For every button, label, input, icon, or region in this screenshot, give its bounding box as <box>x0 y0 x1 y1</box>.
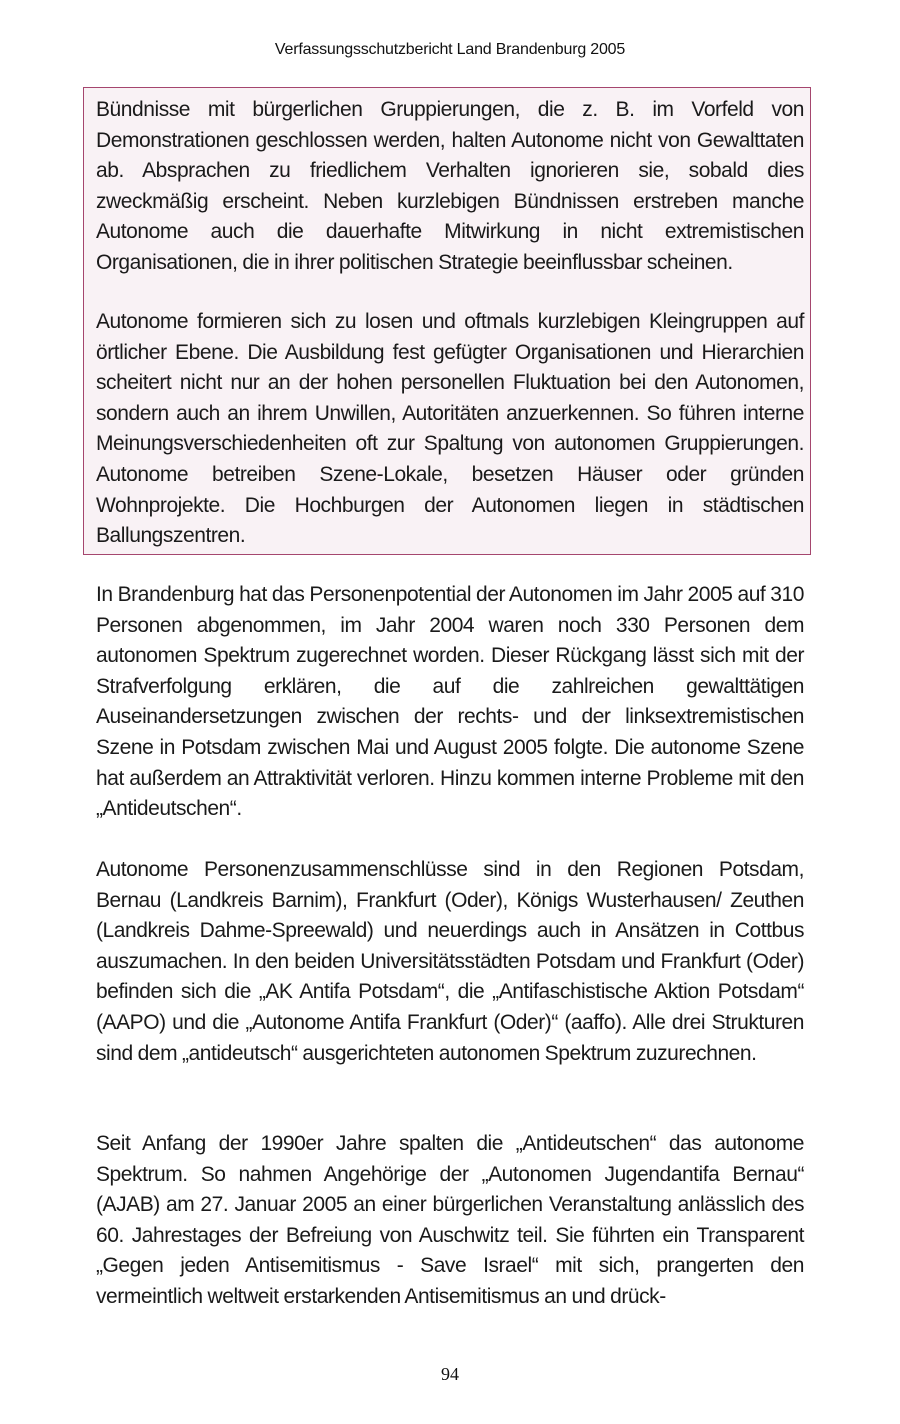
body-paragraph-2: Autonome Personenzusammenschlüsse sind in den Regionen Potsdam, Bernau (Landkreis Barnim), Frankfurt (Oder), Königs Wusterhausen/ Zeuthen (Landkreis Dahme-Spreewald) und neuerdings auch in Ansätzen in Cottbus auszumachen. In den beiden Universitätsstädten Potsdam und Frankfurt (Oder) befinden sich die „AK Antifa Potsdam“, die „Antifaschistische Aktion Potsdam“ (AAPO) und die „Autonome Antifa Frankfurt (Oder)“ (aaffo). Alle drei Strukturen sind dem „antideutsch“ ausgerichteten autonomen Spektrum zuzurechnen. <box>96 858 804 1065</box>
body-paragraph-1: In Brandenburg hat das Personenpotential der Autonomen im Jahr 2005 auf 310 Personen abgenommen, im Jahr 2004 waren noch 330 Personen dem autonomen Spektrum zugerechnet worden. Dieser Rückgang lässt sich mit der Strafverfolgung erklären, die auf die zahlreichen gewalttätigen Auseinandersetzungen zwischen der rechts- und der linksextremistischen Szene in Potsdam zwischen Mai und August 2005 folgte. Die autonome Szene hat außerdem an Attraktivität verloren. Hinzu kommen interne Probleme mit den „Antideutschen“. <box>96 583 804 821</box>
box-paragraph-2: Autonome formieren sich zu losen und oftmals kurzlebigen Kleingruppen auf örtlicher Ebene. Die Ausbildung fest gefügter Organisationen und Hierarchien scheitert nicht nur an der hohen personellen Fluktuation bei den Autonomen, sondern auch an ihrem Unwillen, Autoritäten anzuerkennen. So führen interne Meinungsverschiedenheiten oft zur Spaltung von autonomen Gruppierungen. Autonome betreiben Szene-Lokale, besetzen Häuser oder gründen Wohnprojekte. Die Hochburgen der Autonomen liegen in städtischen Ballungszentren. <box>96 310 804 548</box>
body-paragraph-3: Seit Anfang der 1990er Jahre spalten die „Antideutschen“ das autonome Spektrum. So nahmen Angehörige der „Autonomen Jugendantifa Bernau“ (AJAB) am 27. Januar 2005 an einer bürgerlichen Veranstaltung anlässlich des 60. Jahrestages der Befreiung von Auschwitz teil. Sie führten ein Transparent „Gegen jeden Antisemitismus - Save Israel“ mit sich, prangerten den vermeintlich weltweit erstarkenden Antisemitismus an und drück- <box>96 1132 804 1308</box>
running-header: Verfassungsschutzbericht Land Brandenburg 2005 <box>274 41 626 58</box>
box-paragraph-1: Bündnisse mit bürgerlichen Gruppierungen, die z. B. im Vorfeld von Demonstrationen geschlossen werden, halten Autonome nicht von Gewalttaten ab. Absprachen zu friedlichem Verhalten ignorieren sie, sobald dies zweckmäßig erscheint. Neben kurzlebigen Bündnissen erstreben manche Autonome auch die dauerhafte Mitwirkung in nicht extremistischen Organisationen, die in ihrer politischen Strategie beeinflussbar scheinen. <box>96 98 804 274</box>
page-number: 94 <box>441 1364 459 1384</box>
